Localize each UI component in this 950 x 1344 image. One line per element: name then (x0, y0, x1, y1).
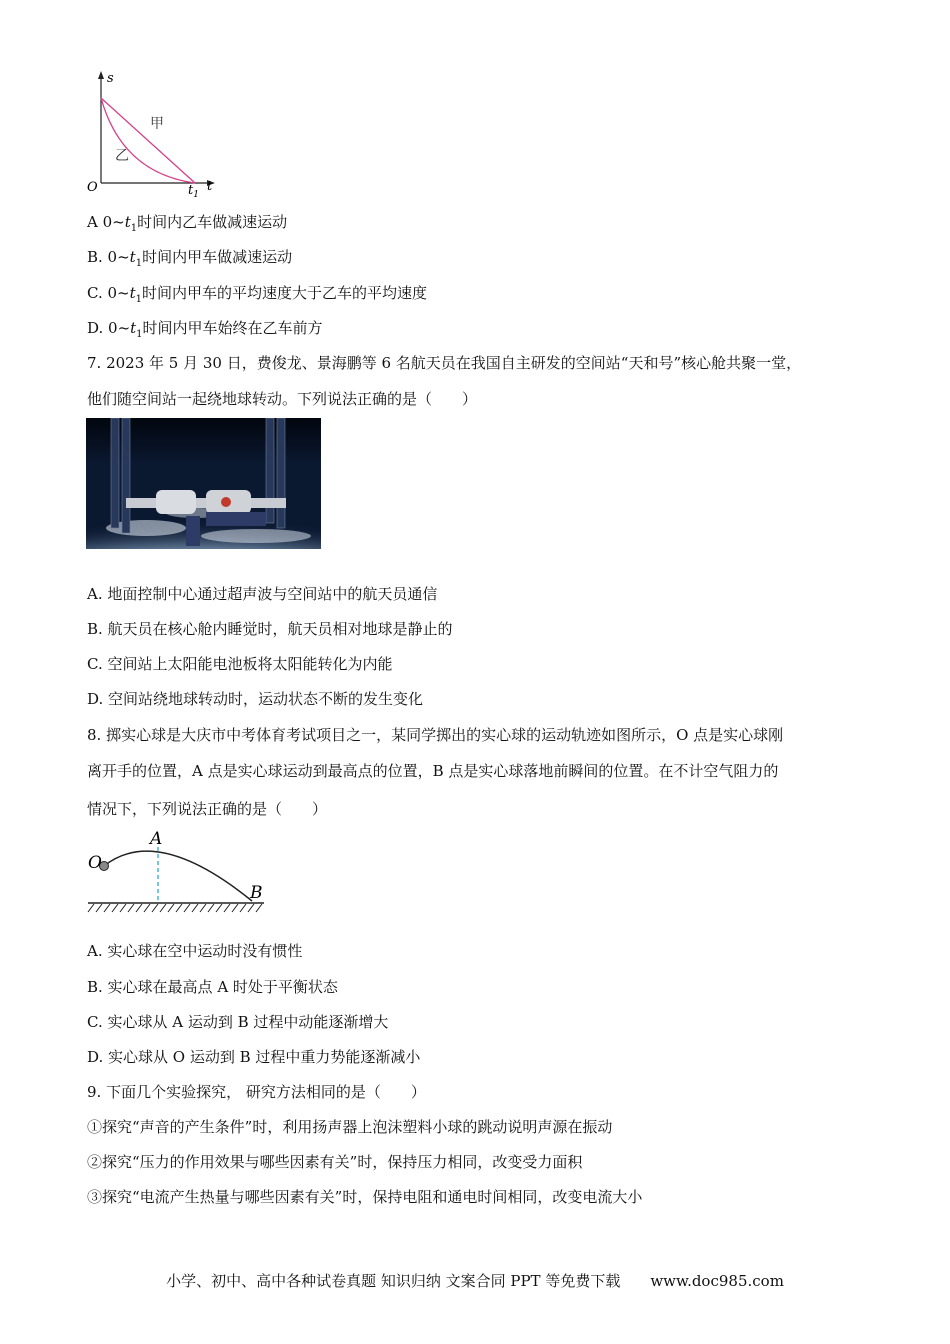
label-yi: 乙 (115, 148, 129, 164)
line-jia (101, 98, 195, 183)
label-jia: 甲 (150, 116, 164, 132)
q7-option-d: D. 空间站绕地球转动时，运动状态不断的发生变化 (87, 690, 424, 708)
q8-stem-line3: 情况下，下列说法正确的是（ ） (87, 800, 328, 818)
page-footer: 小学、初中、高中各种试卷真题 知识归纳 文案合同 PPT 等免费下载 www.doc985.com (166, 1272, 784, 1290)
q7-option-b: B. 航天员在核心舱内睡觉时，航天员相对地球是静止的 (87, 620, 453, 638)
q7-option-a: A. 地面控制中心通过超声波与空间站中的航天员通信 (87, 585, 438, 603)
q7-stem-line1: 7. 2023 年 5 月 30 日，费俊龙、景海鹏等 6 名航天员在我国自主研发的空间站“天和号”核心舱共聚一堂， (87, 354, 802, 372)
q8-option-c: C. 实心球从 A 运动到 B 过程中动能逐渐增大 (87, 1013, 389, 1031)
q7-stem-line2: 他们随空间站一起绕地球转动。下列说法正确的是（ ） (87, 390, 478, 408)
q8-option-d: D. 实心球从 O 运动到 B 过程中重力势能逐渐减小 (87, 1048, 421, 1066)
q8-stem-line1: 8. 掷实心球是大庆市中考体育考试项目之一，某同学掷出的实心球的运动轨迹如图所示，O 点是实心球刚 (87, 726, 784, 744)
q9-item-2: ②探究“压力的作用效果与哪些因素有关”时，保持压力相同，改变受力面积 (87, 1153, 583, 1171)
t1-label: $t_1$ (188, 183, 199, 198)
origin-label: O (87, 180, 98, 195)
axis-t-label: t (207, 179, 213, 194)
q6-option-a: A $0\sim t_1$时间内乙车做减速运动 (87, 213, 288, 234)
q6-option-b: B. $0\sim t_1$时间内甲车做减速运动 (87, 248, 293, 269)
point-o-label: O (88, 853, 102, 873)
q9-item-3: ③探究“电流产生热量与哪些因素有关”时，保持电阻和通电时间相同，改变电流大小 (87, 1188, 643, 1206)
q6-option-d: D. $0\sim t_1$时间内甲车始终在乙车前方 (87, 319, 323, 340)
q6-option-c: C. $0\sim t_1$时间内甲车的平均速度大于乙车的平均速度 (87, 284, 428, 305)
q9-item-1: ①探究“声音的产生条件”时，利用扬声器上泡沫塑料小球的跳动说明声源在振动 (87, 1118, 613, 1136)
q9-stem: 9. 下面几个实验探究， 研究方法相同的是（ ） (87, 1083, 426, 1101)
point-b-label: B (250, 883, 263, 903)
q8-stem-line2: 离开手的位置，A 点是实心球运动到最高点的位置，B 点是实心球落地前瞬间的位置。在不计空气阻力的 (87, 762, 779, 780)
trajectory-curve (104, 851, 252, 901)
axis-s-label: s (107, 71, 114, 86)
st-graph (82, 68, 222, 198)
q7-option-c: C. 空间站上太阳能电池板将太阳能转化为内能 (87, 655, 393, 673)
q8-option-a: A. 实心球在空中运动时没有惯性 (87, 942, 303, 960)
shot-put-trajectory (84, 826, 274, 914)
q8-option-b: B. 实心球在最高点 A 时处于平衡状态 (87, 978, 338, 996)
space-station-photo (86, 418, 321, 549)
point-a-label: A (150, 829, 163, 849)
